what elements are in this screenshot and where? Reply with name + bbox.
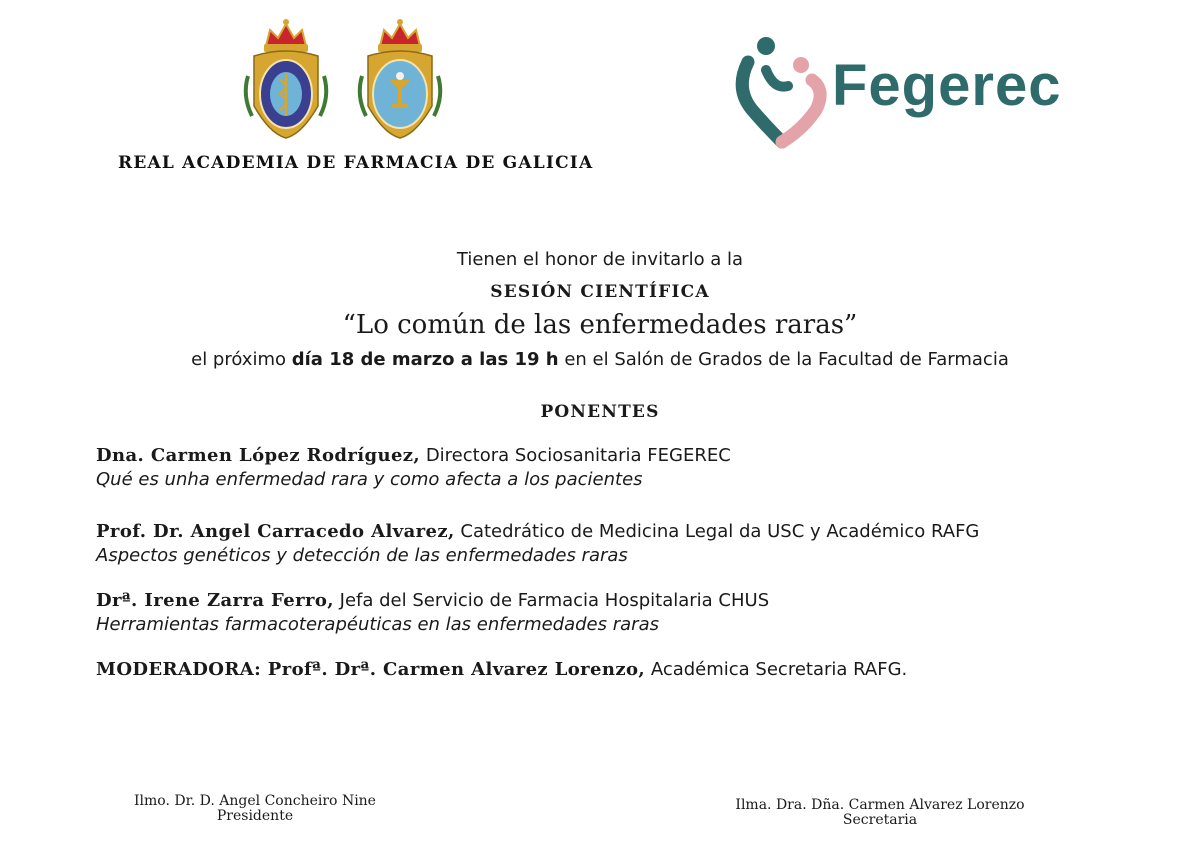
invitation-line: Tienen el honor de invitarlo a la (456, 249, 744, 270)
speaker-name: Drª. Irene Zarra Ferro, (96, 590, 334, 611)
speaker-entry (96, 521, 1176, 566)
speaker-entry (96, 445, 1176, 490)
speaker-name: Prof. Dr. Angel Carracedo Alvarez, (96, 521, 455, 542)
when-prefix: el próximo (191, 349, 292, 370)
academy-name: REAL ACADEMIA DE FARMACIA DE GALICIA (118, 153, 594, 173)
speaker-topic: Qué es unha enfermedad rara y como afecta a los pacientes (96, 469, 643, 490)
crown-icon (378, 19, 422, 52)
galicia-crest-icon (352, 16, 448, 144)
fegerec-heart-icon (726, 30, 836, 155)
fegerec-wordmark: Fegerec (832, 53, 1062, 118)
signature-secretary (700, 798, 1060, 828)
speaker-topic: Aspectos genéticos y detección de las enfermedades raras (96, 545, 628, 566)
speaker-role: Jefa del Servicio de Farmacia Hospitalaria CHUS (333, 590, 770, 611)
signature-title: Secretaria (842, 812, 918, 828)
speaker-topic: Herramientas farmacoterapéuticas en las enfermedades raras (96, 614, 659, 635)
signature-name: Ilmo. Dr. D. Angel Concheiro Nine (134, 793, 376, 809)
event-datetime-location (0, 349, 1200, 370)
crown-icon (264, 19, 308, 52)
moderator-role: Académica Secretaria RAFG. (645, 659, 908, 680)
moderator-line (96, 659, 907, 680)
session-label: SESIÓN CIENTÍFICA (490, 282, 710, 302)
signature-name: Ilma. Dra. Dña. Carmen Alvarez Lorenzo (735, 797, 1025, 813)
speaker-role: Directora Sociosanitaria FEGEREC (420, 445, 731, 466)
speakers-heading: PONENTES (540, 402, 660, 422)
speaker-role: Catedrático de Medicina Legal da USC y Académico RAFG (454, 521, 980, 542)
signature-president (100, 794, 410, 824)
when-date: día 18 de marzo a las 19 h (291, 349, 559, 370)
speaker-name: Dna. Carmen López Rodríguez, (96, 445, 421, 466)
signature-title: Presidente (216, 808, 294, 824)
when-place: en el Salón de Grados de la Facultad de Farmacia (558, 349, 1009, 370)
speaker-entry (96, 590, 1176, 635)
fegerec-logo (726, 30, 1071, 155)
moderator-name: MODERADORA: Profª. Drª. Carmen Alvarez Lorenzo, (96, 659, 646, 680)
event-title: “Lo común de las enfermedades raras” (342, 310, 858, 340)
academy-crest-icon (238, 16, 334, 144)
